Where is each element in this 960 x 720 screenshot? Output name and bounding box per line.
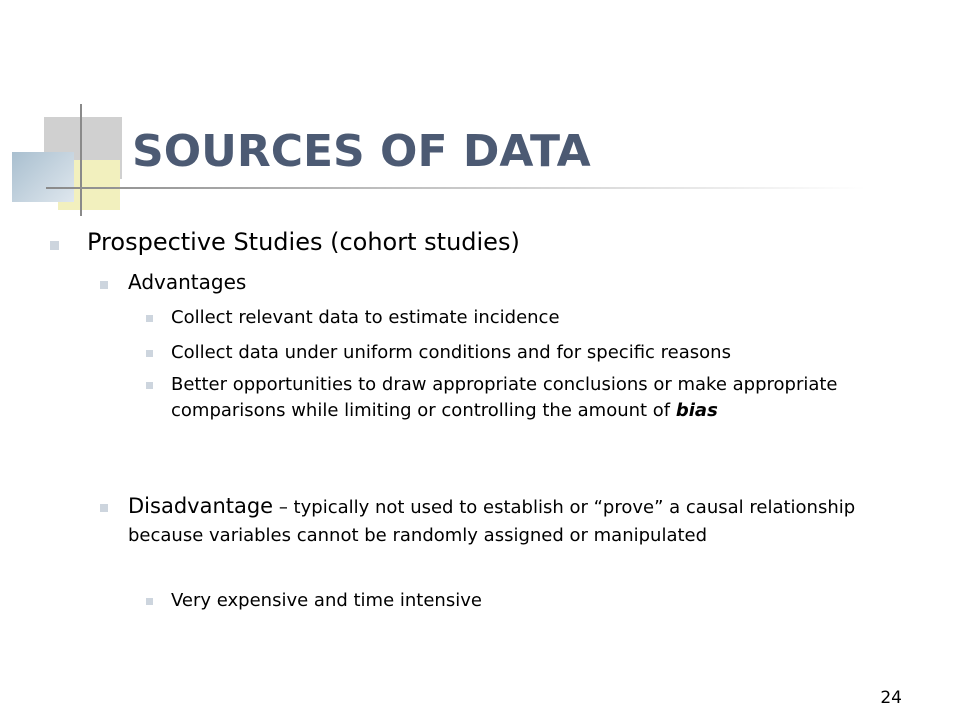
square-bullet-icon [146, 315, 153, 322]
square-bullet-icon [100, 504, 108, 512]
bullet-text: Collect data under uniform conditions and for specific reasons [171, 342, 731, 363]
bullet-advantage-item [146, 372, 846, 424]
square-bullet-icon [146, 598, 153, 605]
bullet-text: Prospective Studies (cohort studies) [87, 228, 520, 256]
square-bullet-icon [50, 241, 59, 250]
square-bullet-icon [146, 382, 153, 389]
bullet-prospective-studies [50, 228, 520, 256]
bullet-text [171, 372, 846, 424]
bullet-advantages [100, 270, 246, 294]
bullet-disadvantage [100, 492, 860, 550]
decorative-vertical-line [80, 104, 82, 216]
disadvantage-text: – typically not used to establish or “prove” a causal relationship because variables cannot be randomly assigned or manipulated [128, 497, 856, 546]
disadvantage-lead: Disadvantage [128, 494, 274, 518]
bullet-text: Very expensive and time intensive [171, 590, 482, 611]
title-underline [46, 187, 866, 189]
square-bullet-icon [100, 281, 108, 289]
square-bullet-icon [146, 350, 153, 357]
bullet-text-main: Better opportunities to draw appropriate conclusions or make appropriate comparisons while limiting or controlling the amount of [171, 374, 838, 421]
bullet-advantage-item [146, 340, 731, 366]
bullet-advantage-item [146, 305, 560, 331]
bullet-disadvantage-item [146, 588, 482, 614]
emphasis-bias: bias [675, 400, 718, 421]
bullet-text: Collect relevant data to estimate incidence [171, 307, 560, 328]
decorative-blue-square [12, 152, 74, 202]
bullet-text [128, 492, 860, 550]
bullet-text: Advantages [128, 270, 247, 294]
slide-title: SOURCES OF DATA [132, 126, 591, 177]
page-number: 24 [880, 688, 902, 708]
